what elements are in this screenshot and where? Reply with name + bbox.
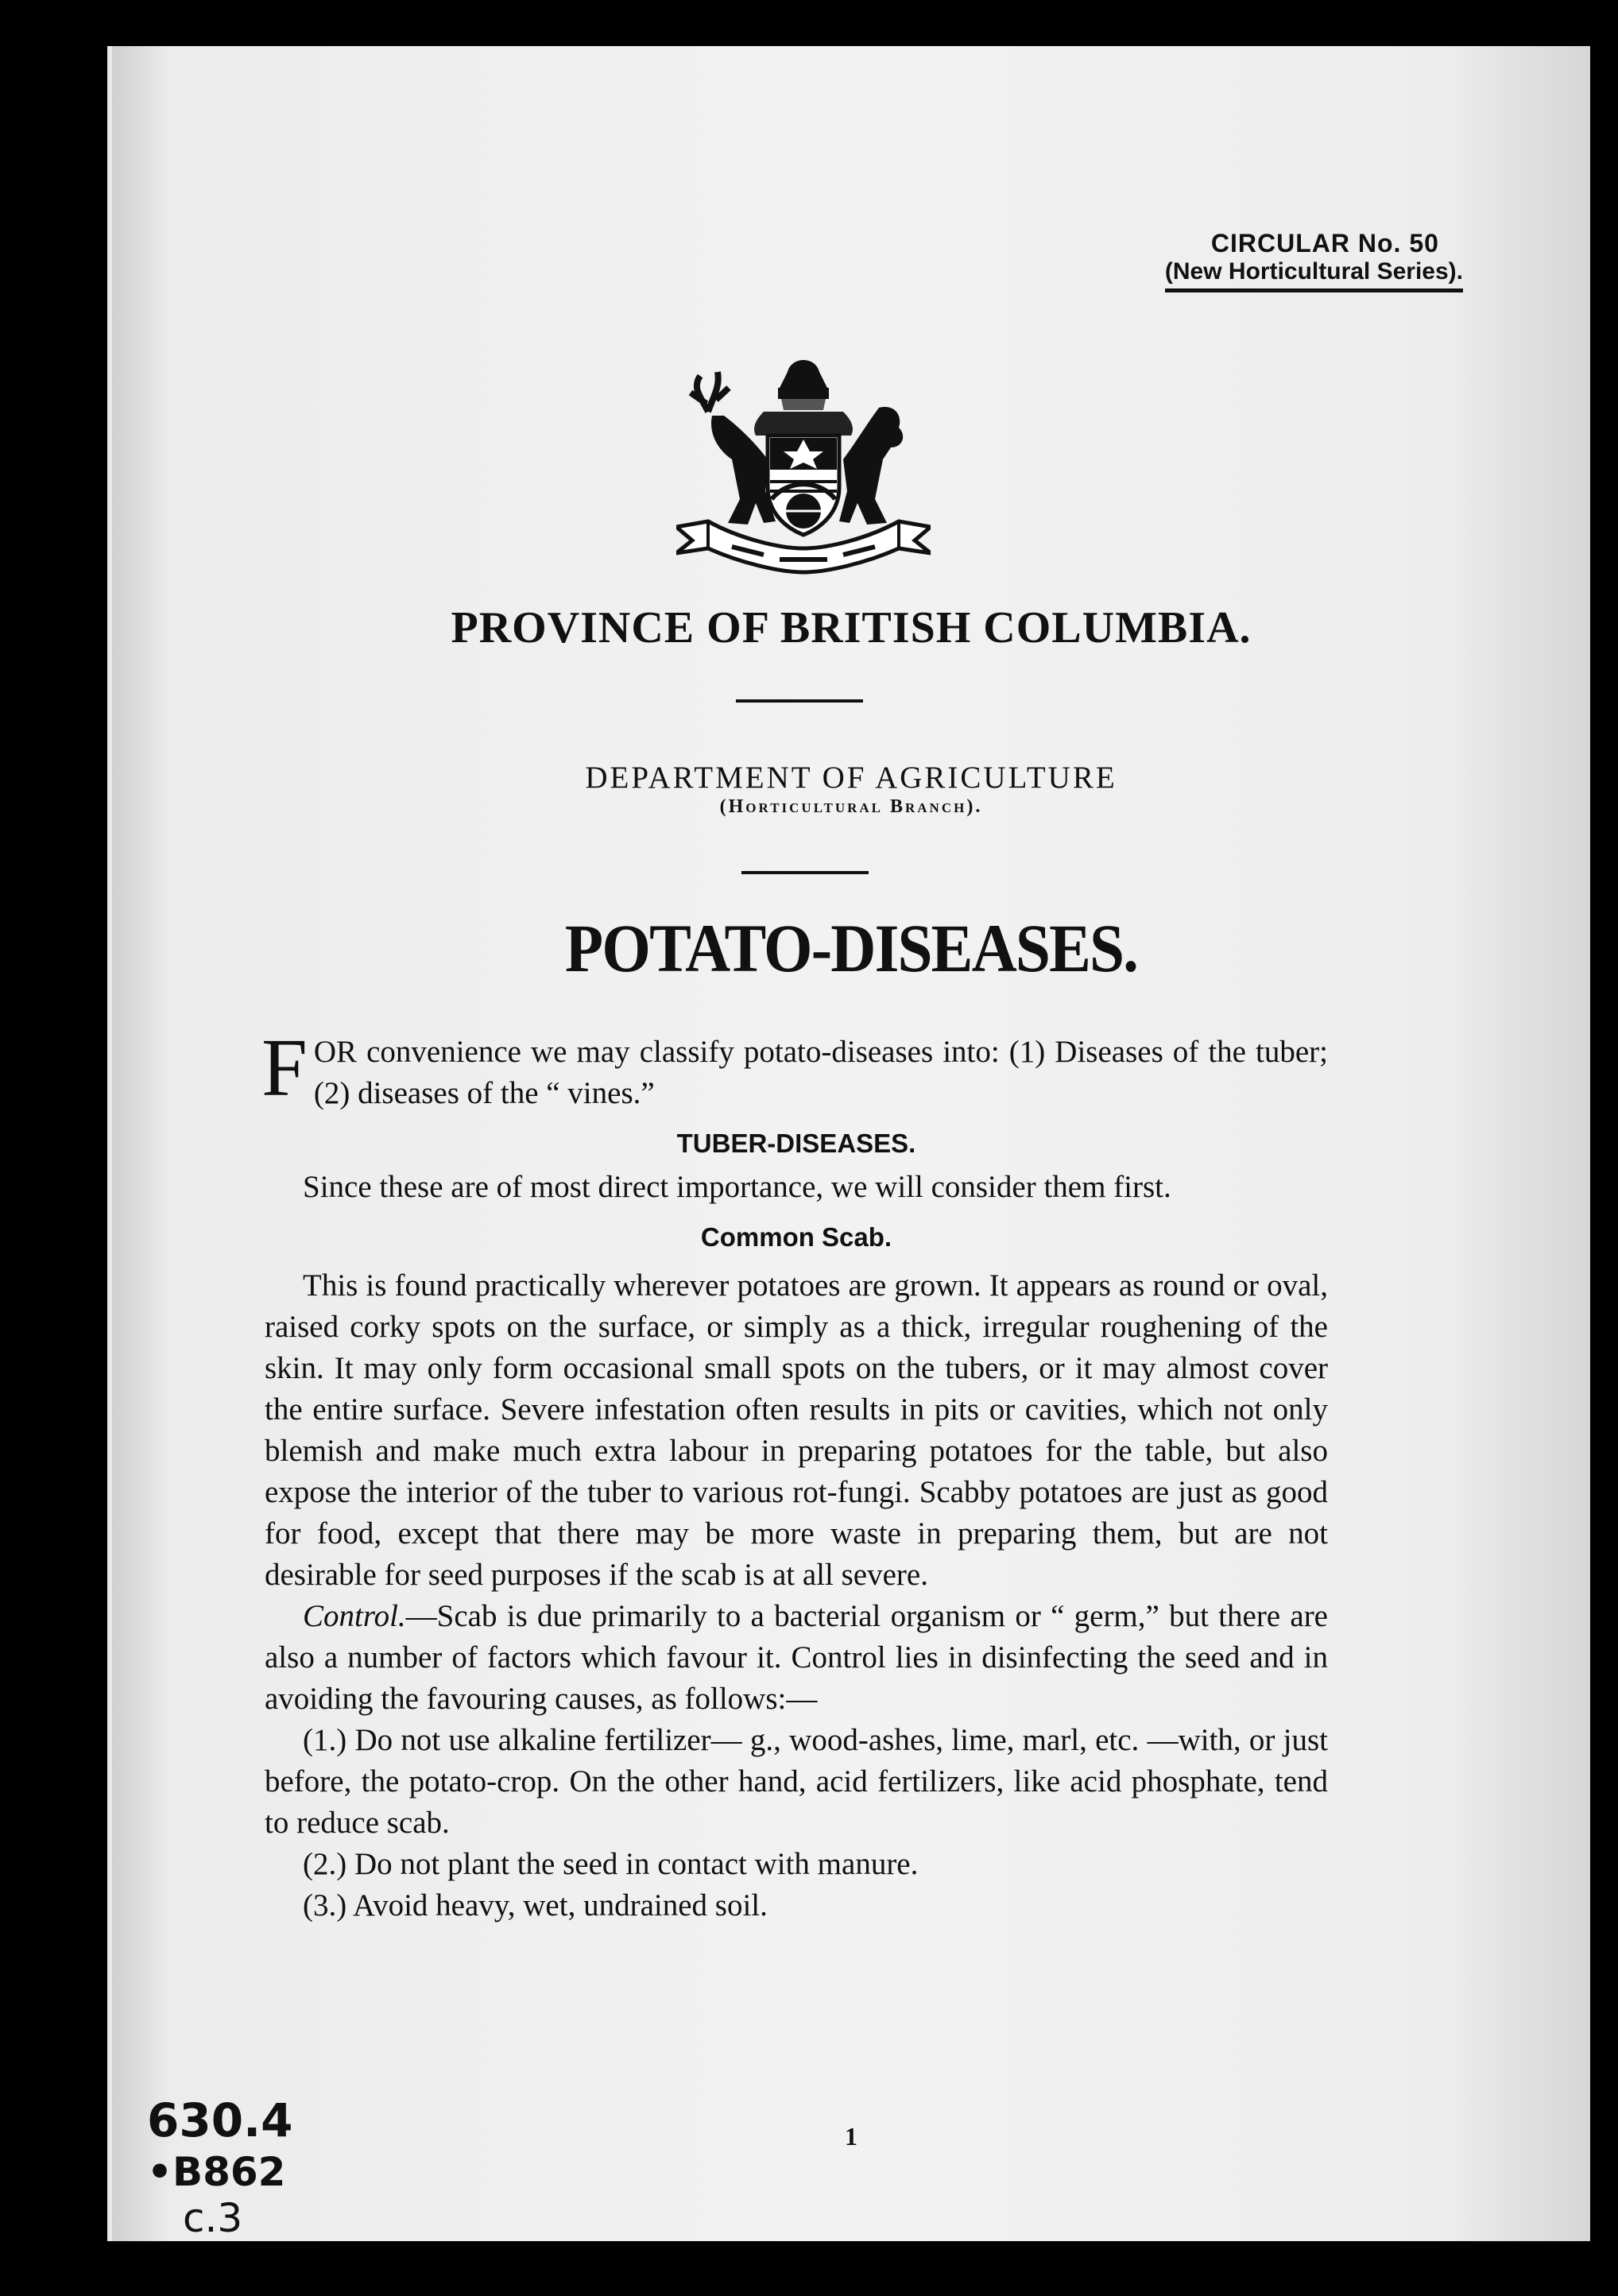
body-text (261, 1022, 1328, 1926)
tuber-intro-paragraph: Since these are of most direct importance, we will consider them first. (303, 1170, 1171, 1204)
control-text: —Scab is due primarily to a bacterial organism or “ germ,” but there are also a number of factors which favour it. Control lies in disinfecting the seed and in avoiding the favouring causes, as follows:— (265, 1599, 1328, 1716)
department-heading: DEPARTMENT OF AGRICULTURE (585, 761, 1117, 795)
call-number-line: 630.4 (147, 2093, 293, 2147)
control-paragraph (265, 1596, 1328, 1720)
handwritten-call-number (147, 2089, 314, 2240)
circular-label (1165, 229, 1463, 292)
intro-paragraph (261, 1022, 1328, 1114)
divider (741, 871, 869, 874)
province-heading: PROVINCE OF BRITISH COLUMBIA. (451, 603, 1252, 652)
document-title: POTATO-DISEASES. (564, 910, 1138, 986)
list-item: (3.) Avoid heavy, wet, undrained soil. (303, 1888, 768, 1922)
document-page (107, 46, 1590, 2241)
list-item: (1.) Do not use alkaline fertilizer— g., wood-ashes, lime, marl, etc. —with, or just before, the potato-crop. On the other hand, acid fertilizers, like acid phosphate, tend to reduce scab. (265, 1723, 1328, 1840)
branch-subheading: (Horticultural Branch). (719, 796, 983, 817)
section-heading-tuber-diseases: TUBER-DISEASES. (676, 1129, 916, 1158)
coat-of-arms-icon (676, 340, 931, 594)
control-label: Control. (303, 1599, 406, 1633)
drop-cap: F (261, 1022, 308, 1113)
call-number-line: c.3 (183, 2195, 243, 2240)
call-number-line: •B862 (147, 2149, 286, 2195)
divider (736, 699, 863, 703)
circular-series: (New Horticultural Series). (1165, 258, 1463, 292)
scab-paragraph: This is found practically wherever potatoes are grown. It appears as round or oval, raised corky spots on the surface, or simply as a thick, irregular roughening of the skin. It may only form occasional small spots on the tubers, or it may almost cover the entire surface. Severe infestation often results in pits or cavities, which not only blemish and make much extra labour in preparing potatoes for the table, but also expose the interior of the tuber to various rot-fungi. Scabby potatoes are just as good for food, except that there may be more waste in preparing them, but are not desirable for seed purposes if the scab is at all severe. (265, 1268, 1328, 1592)
list-item: (2.) Do not plant the seed in contact with manure. (303, 1847, 919, 1881)
page-number: 1 (845, 2122, 857, 2151)
intro-text: OR convenience we may classify potato-diseases into: (1) Diseases of the tuber; (2) diseases of the “ vines.” (313, 1035, 1328, 1110)
circular-number: CIRCULAR No. 50 (1210, 229, 1439, 257)
section-heading-common-scab: Common Scab. (700, 1222, 892, 1252)
